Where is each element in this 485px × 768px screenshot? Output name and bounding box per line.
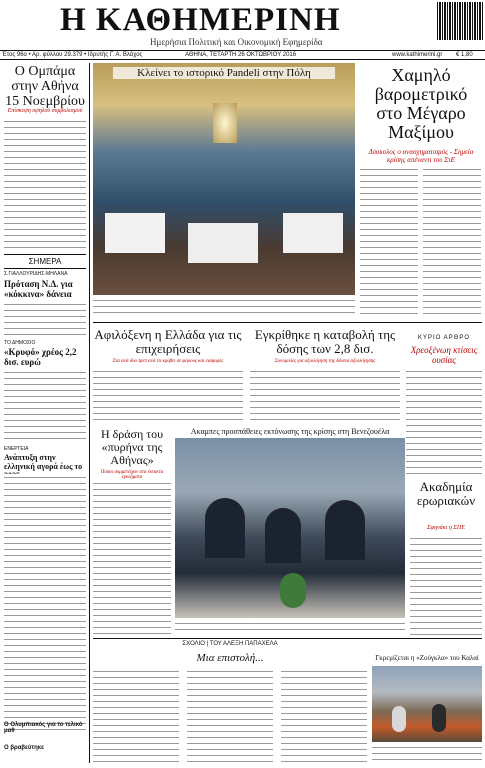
riot-police-figure <box>205 498 245 558</box>
left-column-briefs <box>4 474 86 734</box>
editorial-body-col1 <box>93 668 179 763</box>
kyrio-arthro-label: ΚΥΡΙΟ ΑΡΘΡΟ <box>417 335 470 341</box>
academy-body <box>410 535 482 635</box>
newspaper-logo: Η ΚΑΘΗΜΕΡΙΝΗ <box>60 2 341 38</box>
issue-number: Έτος 96ο • Αρ. φύλλου 29.379 • Ιδρυτής Γ. Α. Βλάχος <box>2 52 143 58</box>
story2-body <box>250 368 400 424</box>
masthead-subtitle: Ημερήσια Πολιτική και Οικονομική Εφημερίδα <box>150 37 323 47</box>
item2-body <box>4 369 86 441</box>
column-author: ΤΟΥ ΑΛΕΞΗ ΠΑΠΑΧΕΛΑ <box>209 641 278 647</box>
photo-title: Κλείνει το ιστορικό Pandeli στην Πόλη <box>113 67 335 79</box>
story1-body <box>93 368 243 424</box>
riot-police-figure <box>325 500 365 560</box>
issue-date: ΑΘΗΝΑ, ΤΕΤΑΡΤΗ 26 ΟΚΤΩΒΡΙΟΥ 2016 <box>185 52 297 58</box>
table-cloth <box>283 213 343 253</box>
protester-figure <box>280 573 306 608</box>
person-figure <box>392 706 406 732</box>
item1-body <box>4 301 86 337</box>
column-label: ΣΧΟΛΙΟ <box>182 641 205 647</box>
divider <box>93 638 482 639</box>
riot-police-figure <box>265 508 301 563</box>
calais-caption <box>372 744 482 764</box>
kyrio-arthro-title[interactable]: Χρεοξένωη κτίσεις ουσίας <box>410 345 478 365</box>
athens-core-headline[interactable]: Η δράση του «πυρήνα της Αθήνας» <box>100 427 164 467</box>
story1-subtitle: Στα ανά δύο τρεπ ανά τα κρύβει σε φόρους και εισφορές <box>112 359 224 364</box>
today-label: ΣΗΜΕΡΑ <box>28 257 62 266</box>
table-cloth <box>188 223 258 263</box>
calais-jungle-photo[interactable] <box>372 666 482 742</box>
column-rule <box>89 63 90 763</box>
left-lead-body-text <box>4 118 86 250</box>
academy-headline[interactable]: Ακαδημία ερωριακών <box>416 479 476 508</box>
story2-headline[interactable]: Εγκρίθηκε η καταβολή της δόσης των 2,8 δισ. <box>254 327 396 356</box>
divider <box>4 254 86 255</box>
academy-subtitle: Σφηνάκι η ΣΠΕ <box>427 525 465 531</box>
photo-caption <box>93 297 355 317</box>
right-top-subtitle: Δύσκολος ο ανασχηματισμός - Σημεία κρίσης απέναντι του ΣτΕ <box>368 148 474 164</box>
right-top-body-col1 <box>360 166 418 316</box>
story2-subtitle: Συνομιλίες για αξιολόγηση της δάνεια αξιολόγησης <box>274 359 376 364</box>
table-cloth <box>105 213 165 253</box>
column-header: ΣΧΟΛΙΟ | ΤΟΥ ΑΛΕΞΗ ΠΑΠΑΧΕΛΑ <box>182 641 278 647</box>
right-top-headline[interactable]: Χαμηλό βαρομετρικό στο Μέγαρο Μαξίμου <box>374 65 468 142</box>
venezuela-caption <box>175 620 405 634</box>
masthead <box>0 0 485 42</box>
venezuela-headline[interactable]: Ακαμπες προσπάθειες εκτόνωσης της κρίσης στη Βενεζουέλα <box>190 427 390 436</box>
athens-core-subtitle: Πόσοι συμμετείχαν στα έκτακτα εγκλήματα <box>100 470 164 480</box>
divider <box>93 322 482 323</box>
price: € 1,80 <box>456 52 473 58</box>
website[interactable]: www.kathimerini.gr <box>392 52 443 58</box>
issue-info-bar <box>0 50 485 60</box>
brief-award[interactable]: Ο βραβεύτηκε <box>4 745 44 751</box>
item1-headline[interactable]: Πρόταση Ν.Δ. για «κόκκινα» δάνεια <box>4 279 73 299</box>
story1-headline[interactable]: Αφιλόξενη η Ελλάδα για τις επιχειρήσεις <box>94 327 242 356</box>
opinion-label: Σ.ΓΙΑΛΛΟΥΡΙΔΗΣ-ΜΗΛΑΝΑ <box>4 271 68 277</box>
venezuela-riot-photo[interactable] <box>175 438 405 618</box>
item2-label: ΤΟ ΔΗΜΟΣΙΟ <box>4 340 36 346</box>
kyrio-arthro-body <box>406 368 482 478</box>
editorial-body-col3 <box>281 668 367 763</box>
editorial-headline[interactable]: Μια επιστολή... <box>196 652 264 664</box>
item3-label: ΕΝΕΡΓΕΙΑ <box>4 446 29 452</box>
chandelier <box>213 103 237 143</box>
barcode <box>437 2 483 40</box>
right-top-body-col2 <box>423 166 481 316</box>
divider <box>4 268 86 269</box>
editorial-body-col2 <box>187 668 273 763</box>
item3-headline[interactable]: Ανάπτυξη στην ελληνική αγορά έως το <box>4 453 83 471</box>
calais-headline[interactable]: Γκρεμίζεται η «Ζούγκλα» του Καλαί <box>375 654 479 662</box>
left-lead-headline[interactable]: Ο Ομπάμα στην Αθήνα 15 Νοεμβρίου <box>5 64 85 109</box>
left-lead-subtitle: Επίσκεψη υψηλού συμβολισμού <box>7 108 83 114</box>
athens-core-body <box>93 480 171 634</box>
person-figure <box>432 704 446 732</box>
pandeli-restaurant-photo[interactable] <box>93 63 355 295</box>
brief-olympiakos[interactable]: Ο Ολυμπιακός για το τελικό μαθ <box>4 722 83 734</box>
item2-headline[interactable]: «Κρυφό» χρέος 2,2 δισ. ευρώ <box>4 347 77 367</box>
